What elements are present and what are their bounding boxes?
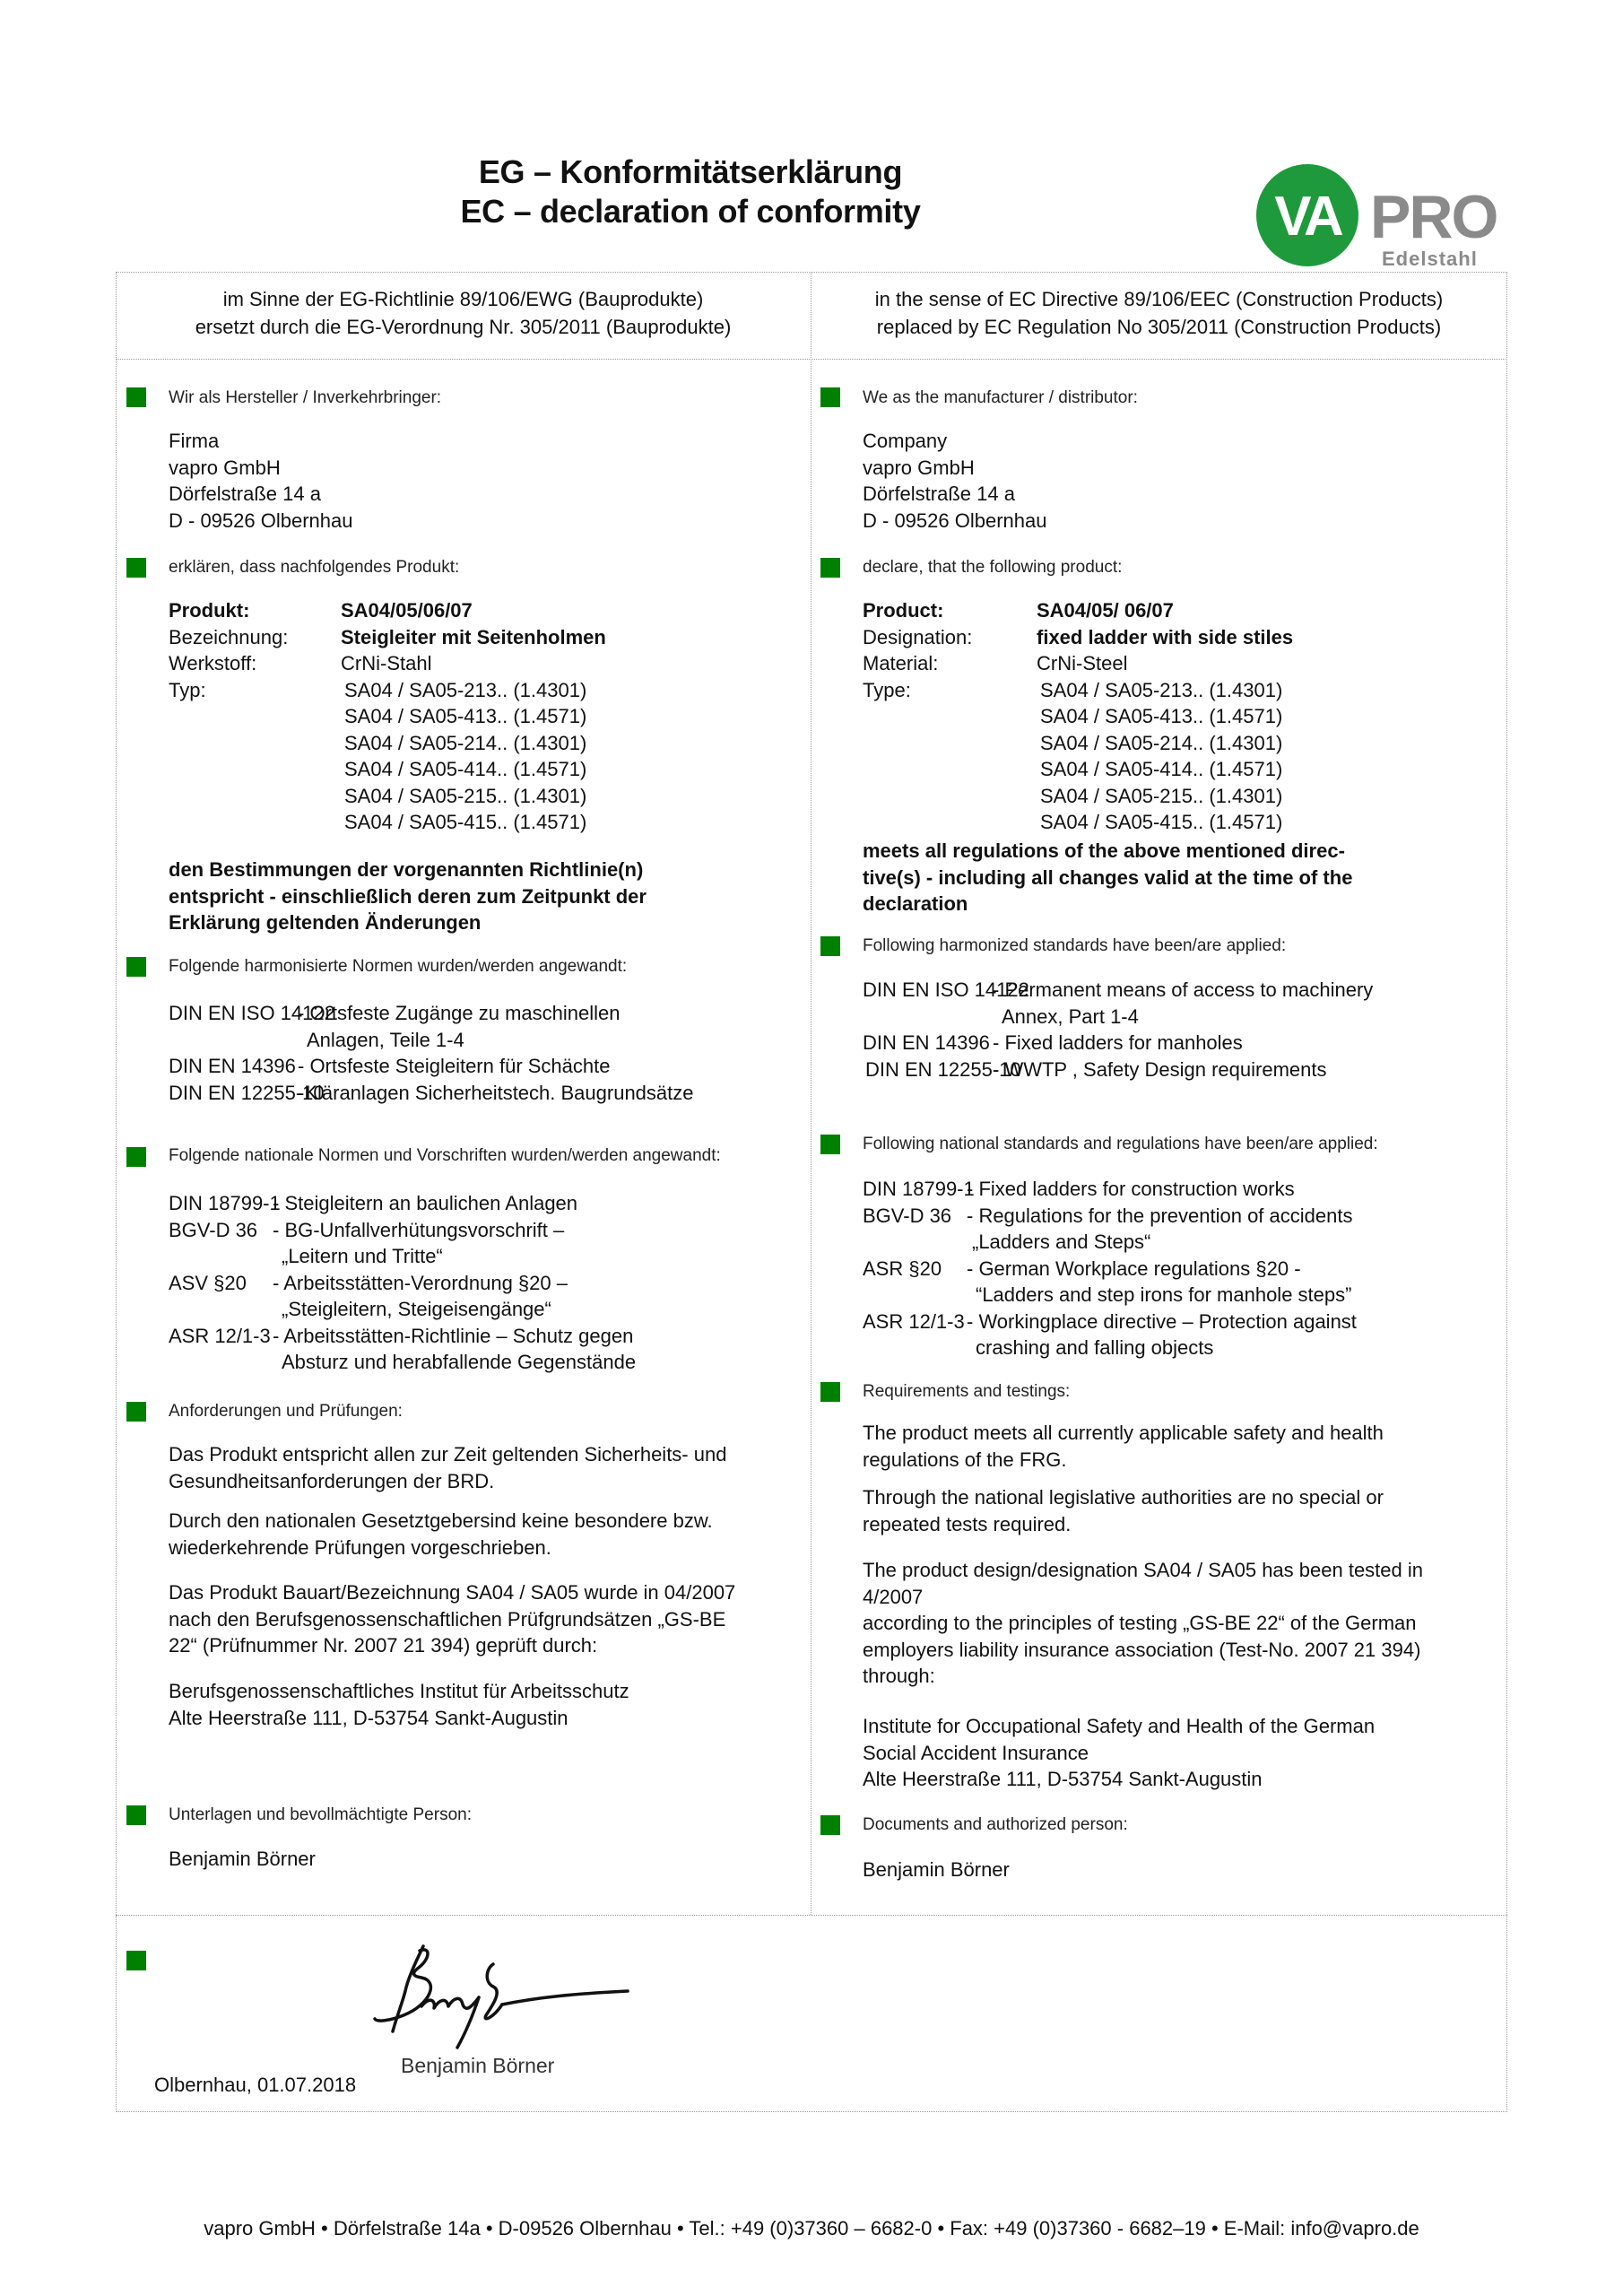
manufacturer-label-de: Wir als Hersteller / Inverkehrbringer:: [169, 388, 442, 407]
product-details-en: [863, 597, 1490, 839]
para-line: 4/2007: [863, 1585, 924, 1608]
type-item: SA04 / SA05-215.. (1.4301): [1040, 784, 1283, 807]
para-line: Gesundheitsanforderungen der BRD.: [169, 1469, 495, 1492]
vapro-logo-graphic: [1254, 161, 1523, 278]
para-line: employers liability insurance association (Test-No. 2007 21 394): [863, 1638, 1421, 1661]
para-line: regulations of the FRG.: [863, 1448, 1067, 1471]
para-line: The product meets all currently applicable safety and health: [863, 1422, 1384, 1444]
company-footer: vapro GmbH • Dörfelstraße 14a • D-09526 Olbernhau • Tel.: +49 (0)37360 – 6682-0 • Fax: +49 (0)37360 - 6682–19 • E-Mail: info@vapro.de: [204, 2217, 1419, 2239]
intro-english-line: in the sense of EC Directive 89/106/EEC (Construction Products): [874, 288, 1444, 310]
signatory-name: Benjamin Börner: [401, 2054, 555, 2077]
para-line: Berufsgenossenschaftliches Institut für Arbeitsschutz: [169, 1680, 629, 1702]
harmonized-label-en: Following harmonized standards have been/are applied:: [863, 936, 1287, 955]
para-line: The product design/designation SA04 / SA05 has been tested in: [863, 1559, 1423, 1581]
standard-code: ASV §20: [169, 1271, 247, 1294]
place-and-date: Olbernhau, 01.07.2018: [154, 2074, 357, 2096]
authorized-person-de: Benjamin Börner: [169, 1848, 316, 1870]
standard-desc: - Ortsfeste Steigleitern für Schächte: [298, 1055, 611, 1077]
standard-code: DIN EN 14396: [169, 1055, 296, 1077]
requirements-para-en: [863, 1557, 1423, 1690]
green-bullet-icon: [126, 1147, 146, 1167]
conformity-statement-en: [863, 838, 1352, 918]
declare-label-de: erklären, dass nachfolgendes Produkt:: [169, 558, 460, 577]
para-line: Durch den nationalen Gesetztgebersind keine besondere bzw.: [169, 1509, 713, 1532]
standard-desc: „Leitern und Tritte“: [282, 1245, 443, 1267]
manufacturer-label-en: We as the manufacturer / distributor:: [863, 388, 1138, 407]
standard-code: BGV-D 36: [169, 1218, 258, 1241]
standard-desc: “Ladders and step irons for manhole steps”: [976, 1283, 1352, 1306]
harmonized-list-de: [169, 1000, 796, 1117]
standard-desc: -Kläranlagen Sicherheitstech. Baugrundsätze: [298, 1081, 694, 1104]
material-value: CrNi-Stahl: [341, 652, 432, 674]
standard-desc: - Steigleitern an baulichen Anlagen: [273, 1192, 578, 1214]
logo-edelstahl-text: Edelstahl: [1382, 248, 1478, 270]
standard-desc: - WWTP , Safety Design requirements: [993, 1057, 1327, 1081]
documents-label-en: Documents and authorized person:: [863, 1815, 1128, 1834]
standard-code: DIN EN 12255-10: [169, 1081, 325, 1104]
conformity-line: Erklärung geltenden Änderungen: [169, 911, 482, 934]
requirements-para-de: [169, 1441, 726, 1494]
conformity-line: den Bestimmungen der vorgenannten Richtlinie(n): [169, 858, 644, 881]
para-line: nach den Berufsgenossenschaftlichen Prüfgrundsätzen „GS-BE: [169, 1607, 726, 1631]
material-key: Material:: [863, 652, 939, 674]
national-list-en: [863, 1176, 1499, 1364]
para-line: Das Produkt Bauart/Bezeichnung SA04 / SA05 wurde in 04/2007: [169, 1581, 736, 1604]
address-de: [169, 428, 352, 534]
type-item: SA04 / SA05-214.. (1.4301): [344, 731, 587, 754]
designation-key: Designation:: [863, 625, 973, 648]
standard-desc: crashing and falling objects: [976, 1336, 1214, 1359]
harmonized-list-en: [863, 977, 1499, 1093]
intro-english: [811, 285, 1507, 341]
green-bullet-icon: [126, 1402, 146, 1422]
green-bullet-icon: [820, 1815, 840, 1835]
type-key: Type:: [863, 678, 911, 701]
standard-code: DIN EN ISO 14122: [863, 978, 1029, 1001]
type-item: SA04 / SA05-213.. (1.4301): [344, 678, 587, 701]
standard-code: DIN 18799-1: [863, 1178, 975, 1200]
requirements-para-de: [169, 1508, 713, 1561]
address-line: D - 09526 Olbernhau: [863, 509, 1047, 532]
address-en: [863, 428, 1046, 534]
requirements-para-de: [169, 1579, 735, 1659]
standard-desc: - Arbeitsstätten-Richtlinie – Schutz gegen: [273, 1324, 634, 1347]
green-bullet-icon: [820, 1382, 840, 1402]
header-row-divider: [116, 359, 1507, 360]
authorized-person-en: Benjamin Börner: [863, 1858, 1010, 1881]
vapro-logo: [1254, 161, 1523, 278]
conformity-line: entspricht - einschließlich deren zum Zeitpunkt der: [169, 884, 647, 908]
title-english: EC – declaration of conformity: [460, 193, 921, 230]
standard-code: DIN EN 14396: [863, 1031, 990, 1054]
handwritten-signature: [368, 1942, 726, 2049]
standard-desc: - Ortsfeste Zugänge zu maschinellen: [298, 1002, 621, 1024]
national-label-de: Folgende nationale Normen und Vorschriften wurden/werden angewandt:: [169, 1146, 721, 1165]
product-key: Product:: [863, 599, 944, 622]
standard-desc: - Permanent means of access to machinery: [993, 978, 1374, 1001]
harmonized-label-de: Folgende harmonisierte Normen wurden/werden angewandt:: [169, 957, 628, 976]
standard-code: DIN EN 12255-10: [865, 1057, 1021, 1081]
standard-code: ASR 12/1-3: [169, 1324, 271, 1347]
standard-desc: Annex, Part 1-4: [1002, 1004, 1139, 1028]
para-line: 22“ (Prüfnummer Nr. 2007 21 394) geprüft durch:: [169, 1634, 598, 1657]
document-title: [395, 152, 986, 231]
standard-code: ASR 12/1-3: [863, 1309, 965, 1333]
type-item: SA04 / SA05-414.. (1.4571): [344, 758, 587, 780]
product-value: SA04/05/06/07: [341, 599, 473, 622]
standard-desc: „Ladders and Steps“: [972, 1231, 1151, 1253]
standard-desc: - Fixed ladders for manholes: [993, 1031, 1243, 1054]
requirements-para-en: [863, 1420, 1384, 1473]
conformity-line: tive(s) - including all changes valid at the time of the: [863, 865, 1353, 889]
intro-german: [116, 285, 811, 341]
type-item: SA04 / SA05-415.. (1.4571): [1040, 811, 1283, 833]
national-list-de: [169, 1190, 796, 1378]
address-line: Dörfelstraße 14 a: [169, 483, 321, 505]
intro-german-line: im Sinne der EG-Richtlinie 89/106/EWG (Bauprodukte): [222, 288, 704, 310]
green-bullet-icon: [126, 387, 146, 407]
standard-desc: - Arbeitsstätten-Verordnung §20 –: [273, 1271, 568, 1294]
para-line: through:: [863, 1665, 935, 1687]
type-item: SA04 / SA05-213.. (1.4301): [1040, 678, 1283, 701]
testing-institute-en: [863, 1713, 1375, 1793]
type-list: [1040, 677, 1282, 836]
testing-institute-de: [169, 1678, 629, 1731]
product-details-de: [169, 597, 796, 839]
green-bullet-icon: [820, 387, 840, 407]
standard-code: BGV-D 36: [863, 1204, 952, 1227]
para-line: according to the principles of testing „GS-BE 22“ of the German: [863, 1612, 1417, 1634]
green-bullet-icon: [126, 1805, 146, 1825]
standard-desc: - Regulations for the prevention of accidents: [967, 1204, 1353, 1227]
address-line: Company: [863, 430, 948, 452]
address-line: Firma: [169, 430, 220, 452]
designation-value: Steigleiter mit Seitenholmen: [341, 625, 606, 648]
product-value: SA04/05/ 06/07: [1037, 599, 1174, 622]
intro-english-line: replaced by EC Regulation No 305/2011 (Construction Products): [876, 316, 1442, 338]
standard-desc: Anlagen, Teile 1-4: [307, 1028, 464, 1051]
declare-label-en: declare, that the following product:: [863, 558, 1123, 577]
para-line: Alte Heerstraße 111, D-53754 Sankt-Augustin: [169, 1706, 568, 1729]
address-line: Dörfelstraße 14 a: [863, 483, 1015, 505]
title-german: EG – Konformitätserklärung: [478, 153, 903, 190]
type-item: SA04 / SA05-215.. (1.4301): [344, 784, 587, 807]
standard-code: DIN 18799-1: [169, 1192, 281, 1214]
address-line: vapro GmbH: [169, 456, 281, 479]
intro-german-line: ersetzt durch die EG-Verordnung Nr. 305/2011 (Bauprodukte): [195, 316, 732, 338]
material-value: CrNi-Steel: [1037, 652, 1128, 674]
designation-value: fixed ladder with side stiles: [1037, 625, 1294, 648]
para-line: repeated tests required.: [863, 1512, 1072, 1535]
type-item: SA04 / SA05-214.. (1.4301): [1040, 731, 1283, 754]
type-key: Typ:: [169, 678, 206, 701]
standard-desc: Absturz und herabfallende Gegenstände: [282, 1351, 637, 1373]
documents-label-de: Unterlagen und bevollmächtigte Person:: [169, 1805, 472, 1824]
address-line: vapro GmbH: [863, 456, 975, 479]
standard-code: DIN EN ISO 14122: [169, 1002, 335, 1024]
national-label-en: Following national standards and regulations have been/are applied:: [863, 1135, 1378, 1153]
standard-desc: „Steigleitern, Steigeisengänge“: [282, 1298, 551, 1320]
material-key: Werkstoff:: [169, 652, 257, 674]
standard-code: ASR §20: [863, 1257, 942, 1280]
product-key: Produkt:: [169, 599, 250, 622]
green-bullet-icon: [820, 936, 840, 956]
para-line: Institute for Occupational Safety and Health of the German: [863, 1715, 1376, 1737]
conformity-line: declaration: [863, 892, 968, 915]
column-divider: [811, 272, 812, 1915]
conformity-statement-de: [169, 857, 647, 936]
standard-desc: - German Workplace regulations §20 -: [967, 1257, 1301, 1280]
signature-row-divider: [116, 1915, 1507, 1916]
para-line: Through the national legislative authorities are no special or: [863, 1486, 1384, 1509]
green-bullet-icon: [820, 1135, 840, 1154]
standard-desc: - Fixed ladders for construction works: [967, 1178, 1295, 1200]
para-line: Das Produkt entspricht allen zur Zeit geltenden Sicherheits- und: [169, 1443, 727, 1465]
green-bullet-icon: [820, 558, 840, 578]
type-item: SA04 / SA05-415.. (1.4571): [344, 811, 587, 833]
green-bullet-icon: [126, 558, 146, 578]
para-line: Alte Heerstraße 111, D-53754 Sankt-Augustin: [863, 1768, 1263, 1790]
green-bullet-icon: [126, 1951, 146, 1970]
standard-desc: - BG-Unfallverhütungsvorschrift –: [273, 1218, 565, 1241]
type-list: [344, 677, 586, 836]
requirements-label-de: Anforderungen und Prüfungen:: [169, 1402, 403, 1421]
para-line: wiederkehrende Prüfungen vorgeschrieben.: [169, 1535, 551, 1559]
type-item: SA04 / SA05-413.. (1.4571): [1040, 705, 1283, 727]
logo-pro-text: PRO: [1370, 183, 1497, 251]
designation-key: Bezeichnung:: [169, 625, 289, 648]
standard-desc: - Workingplace directive – Protection against: [967, 1309, 1357, 1333]
green-bullet-icon: [126, 957, 146, 977]
type-item: SA04 / SA05-414.. (1.4571): [1040, 758, 1283, 780]
para-line: Social Accident Insurance: [863, 1741, 1089, 1764]
conformity-line: meets all regulations of the above mentioned direc-: [863, 839, 1345, 862]
type-item: SA04 / SA05-413.. (1.4571): [344, 705, 587, 727]
requirements-para-en: [863, 1484, 1384, 1537]
logo-va-text: VA: [1274, 186, 1341, 248]
address-line: D - 09526 Olbernhau: [169, 509, 353, 532]
requirements-label-en: Requirements and testings:: [863, 1382, 1071, 1401]
